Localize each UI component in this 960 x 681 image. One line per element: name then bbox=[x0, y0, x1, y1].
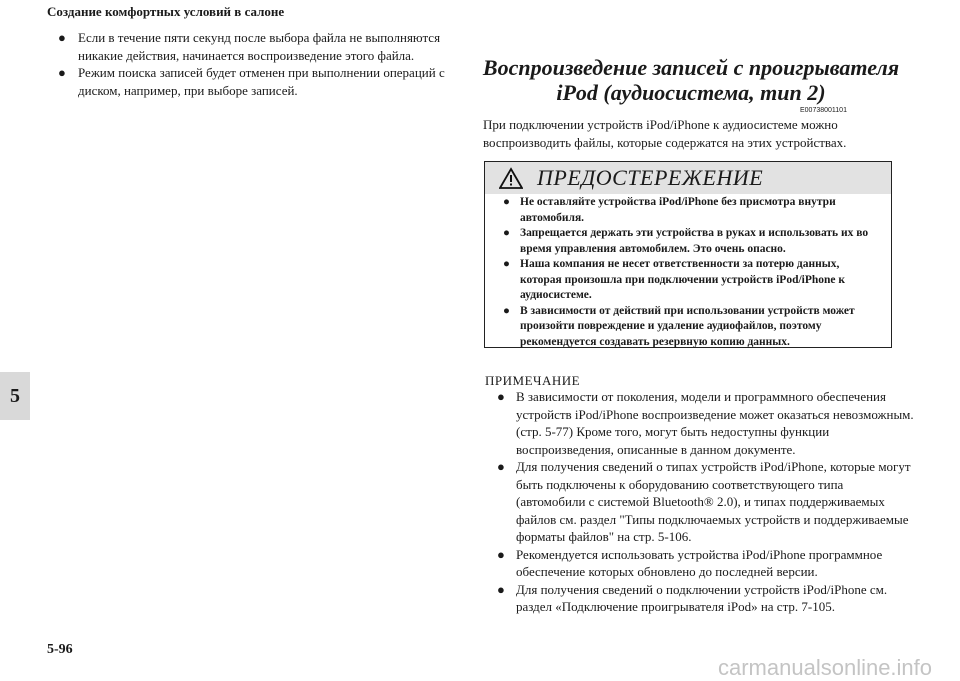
list-item: ● Наша компания не несет ответственности за потерю данных, которая произошла при подключении устройств iPod/iPhone к аудиосистеме. bbox=[498, 257, 883, 304]
note-list bbox=[494, 388, 914, 616]
list-item: ● Запрещается держать эти устройства в руках и использовать их во время управления автомобилем. Это очень опасно. bbox=[498, 226, 883, 257]
list-item: ● В зависимости от действий при использовании устройств может произойти повреждение и удаление аудиофайлов, поэтому рекомендуется создавать резервную копию данных. bbox=[498, 304, 883, 351]
warning-box bbox=[484, 161, 892, 348]
section-code: E00738001101 bbox=[800, 107, 847, 114]
list-item: ● Для получения сведений о типах устройств iPod/iPhone, которые могут быть подключены к оборудованию соответствующего типа (автомобили с системой Bluetooth® 2.0), и типах поддерживаемых файлов см. раздел "Типы подключаемых устройств и поддерживаемые форматы файлов" на стр. 5-106. bbox=[494, 458, 914, 546]
warning-title: ПРЕДОСТЕРЕЖЕНИЕ bbox=[537, 165, 764, 190]
chapter-number: 5 bbox=[10, 384, 20, 407]
section-title bbox=[472, 56, 910, 105]
section-title-line: iPod (аудиосистема, тип 2) bbox=[556, 79, 826, 105]
note-title: ПРИМЕЧАНИЕ bbox=[485, 373, 581, 388]
list-item: ● Режим поиска записей будет отменен при выполнении операций с диском, например, при выборе записей. bbox=[55, 64, 455, 99]
list-item: ● Не оставляйте устройства iPod/iPhone без присмотра внутри автомобиля. bbox=[498, 195, 883, 226]
warning-triangle-icon bbox=[499, 167, 523, 189]
list-item: ● Рекомендуется использовать устройства iPod/iPhone программное обеспечение которых обновлено до последней версии. bbox=[494, 546, 914, 581]
left-column bbox=[55, 29, 455, 99]
warning-list bbox=[498, 195, 883, 350]
running-header: Создание комфортных условий в салоне bbox=[47, 4, 285, 19]
warning-header bbox=[485, 162, 891, 194]
watermark: carmanualsonline.info bbox=[718, 655, 933, 680]
section-title-line: Воспроизведение записей с проигрывателя bbox=[482, 55, 900, 80]
page-number: 5-96 bbox=[47, 642, 73, 657]
chapter-tab bbox=[0, 372, 30, 420]
list-item: ● Для получения сведений о подключении устройств iPod/iPhone см. раздел «Подключение проигрывателя iPod» на стр. 7-105. bbox=[494, 581, 914, 616]
list-item: ● В зависимости от поколения, модели и программного обеспечения устройств iPod/iPhone воспроизведение может оказаться невозможным. (стр. 5-77) Кроме того, могут быть недоступны функции воспроизведения, описанные в данном документе. bbox=[494, 388, 914, 458]
list-item: ● Если в течение пяти секунд после выбора файла не выполняются никакие действия, начинается воспроизведение этого файла. bbox=[55, 29, 455, 64]
section-intro: При подключении устройств iPod/iPhone к аудиосистеме можно воспроизводить файлы, которые содержатся на этих устройствах. bbox=[483, 117, 847, 150]
